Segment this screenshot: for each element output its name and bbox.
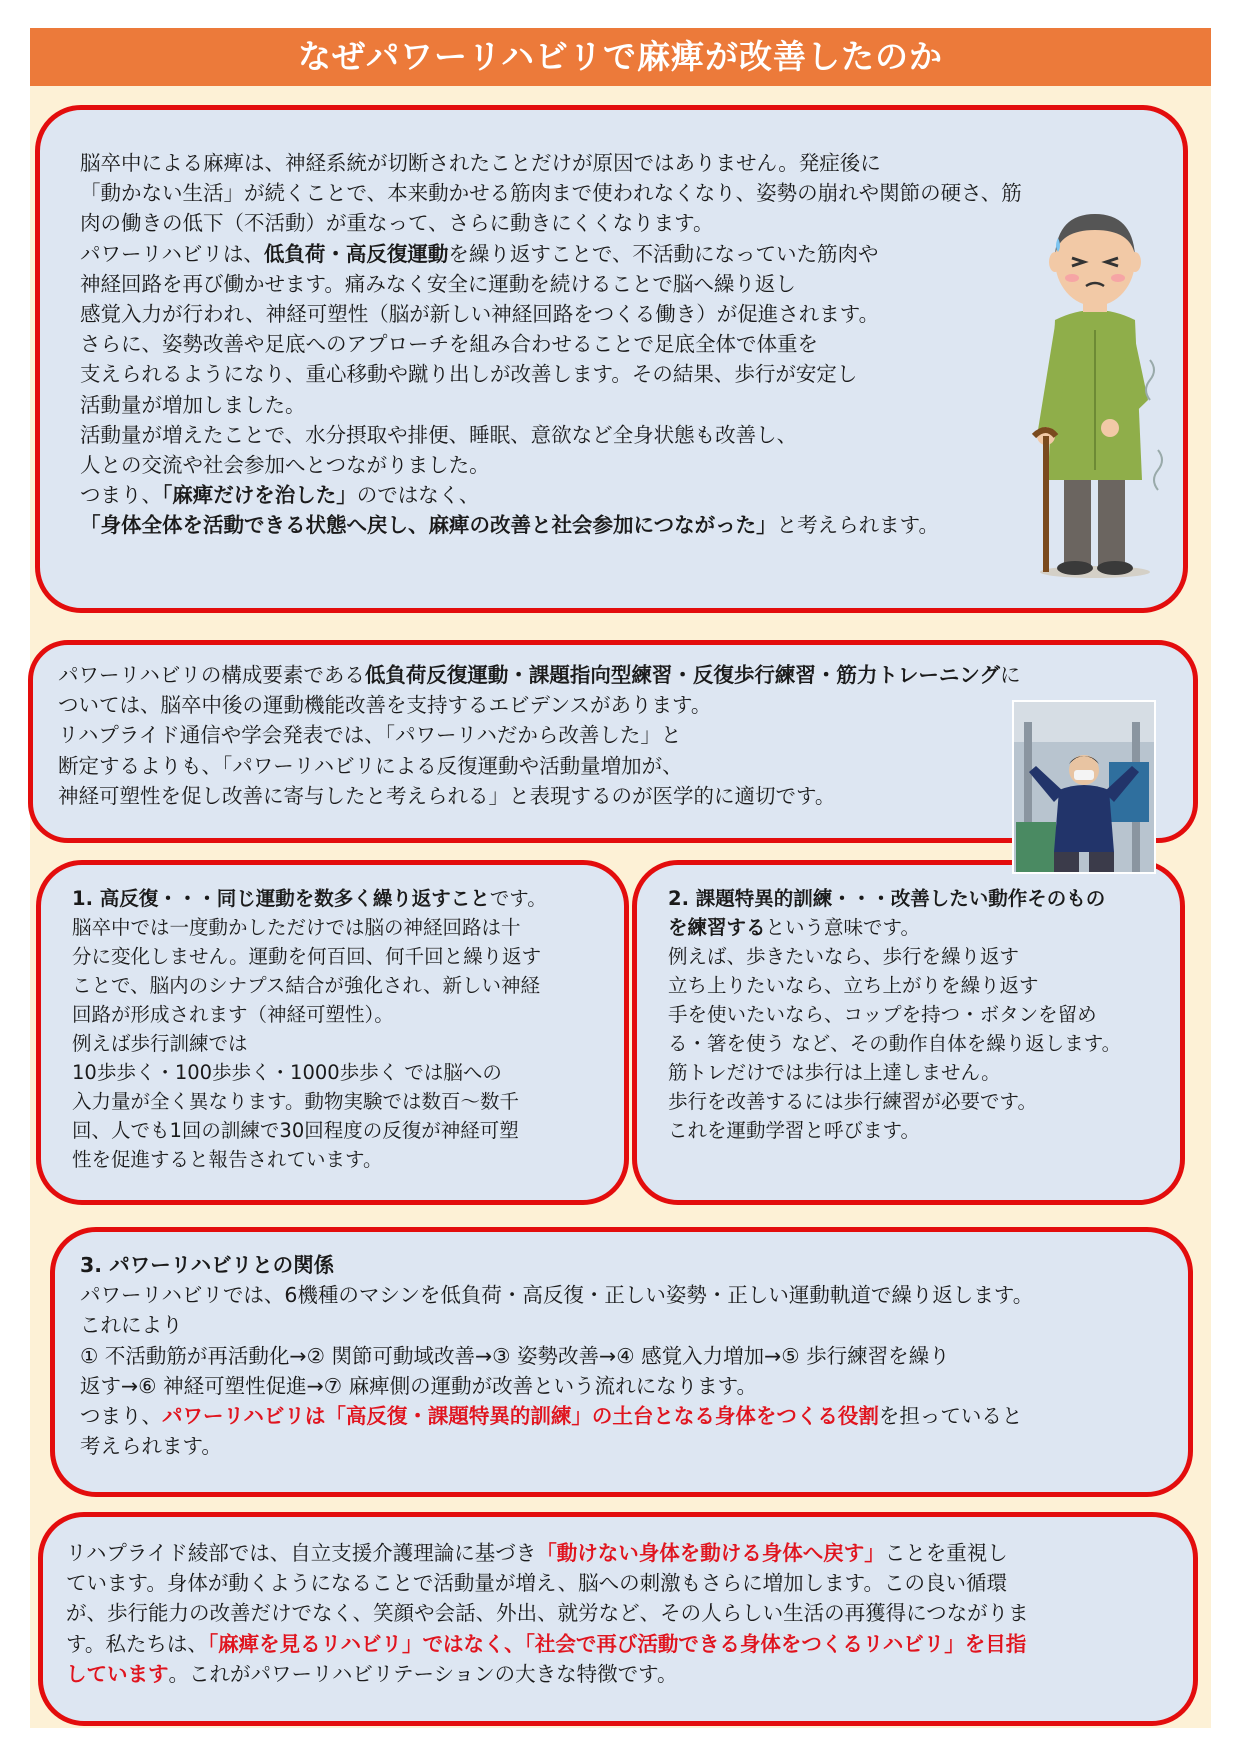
text-line <box>80 299 1022 329</box>
text-line <box>80 450 1022 480</box>
text-line <box>58 720 1020 750</box>
body-text: これにより <box>80 1313 183 1338</box>
text-line <box>66 1568 1029 1598</box>
task-specific-text <box>668 884 1121 1145</box>
emphasis-text: 「動けない身体を動ける身体へ戻す」 <box>536 1541 885 1565</box>
body-text: に <box>999 663 1021 687</box>
body-text: る・箸を使う など、その動作自体を繰り返します。 <box>668 1032 1122 1055</box>
text-line <box>66 1629 1029 1659</box>
body-text: 筋トレだけでは歩行は上達しません。 <box>668 1061 1001 1084</box>
body-text: ことを重視し <box>884 1541 1008 1565</box>
text-line <box>80 1371 1033 1401</box>
text-line <box>72 1116 547 1145</box>
text-line <box>80 1401 1033 1431</box>
body-text: のではなく、 <box>356 483 480 508</box>
emphasis-text: 「身体全体を活動できる状態へ戻し、麻痺の改善と社会参加につながった」 <box>80 513 777 538</box>
body-text: 例えば歩行訓練では <box>72 1032 248 1055</box>
text-line <box>80 420 1022 450</box>
text-line <box>58 660 1020 690</box>
text-line <box>80 1341 1033 1371</box>
body-text: 返す→⑥ 神経可塑性促進→⑦ 麻痺側の運動が改善という流れになります。 <box>80 1373 758 1398</box>
body-text: 感覚入力が行われ、神経可塑性（脳が新しい神経回路をつくる働き）が促進されます。 <box>80 302 880 327</box>
text-line <box>80 1250 1033 1280</box>
body-text: 「動かない生活」が続くことで、本来動かせる筋肉まで使われなくなり、姿勢の崩れや関節の硬さ、筋 <box>80 181 1022 206</box>
text-line <box>80 390 1022 420</box>
page-title: なぜパワーリハビリで麻痺が改善したのか <box>30 28 1211 86</box>
text-line <box>668 942 1121 971</box>
text-line <box>80 269 1022 299</box>
text-line <box>668 913 1121 942</box>
body-text: す。私たちは、 <box>66 1631 208 1656</box>
text-line <box>72 884 547 913</box>
text-line <box>80 1431 1033 1461</box>
text-line <box>66 1659 1029 1689</box>
elderly-man-with-cane-illustration <box>1020 200 1170 580</box>
body-text: リハプライド通信や学会発表では、「パワーリハだから改善した」と <box>58 723 682 748</box>
body-text: 脳卒中では一度動かしただけでは脳の神経回路は十 <box>72 916 521 939</box>
body-text: ① 不活動筋が再活動化→② 関節可動域改善→③ 姿勢改善→④ 感覚入力増加→⑤ 歩行練習を繰り <box>80 1343 950 1368</box>
body-text: という意味です。 <box>765 916 920 939</box>
text-line <box>66 1538 1029 1568</box>
body-text: を担っていると <box>878 1404 1023 1429</box>
text-line <box>668 1000 1121 1029</box>
text-line <box>668 884 1121 913</box>
emphasis-text: 「麻痺を見るリハビリ」ではなく、「社会で再び活動できる身体をつくるリハビリ」を目指 <box>207 1631 1027 1656</box>
body-text: ついては、脳卒中後の運動機能改善を支持するエビデンスがあります。 <box>58 693 712 718</box>
text-line <box>72 1087 547 1116</box>
text-line <box>66 1598 1029 1628</box>
body-text: ことで、脳内のシナプス結合が強化され、新しい神経 <box>72 974 541 997</box>
text-line <box>58 690 1020 720</box>
body-text: さらに、姿勢改善や足底へのアプローチを組み合わせることで足底全体で体重を <box>80 332 818 357</box>
evidence-text <box>58 660 1020 811</box>
body-text: 神経回路を再び働かせます。痛みなく安全に運動を続けることで脳へ繰り返し <box>80 271 796 296</box>
emphasis-text: しています <box>66 1661 169 1686</box>
body-text: 考えられます。 <box>80 1434 222 1459</box>
body-text: です。 <box>489 887 547 910</box>
text-line <box>668 1029 1121 1058</box>
body-text: を繰り返すことで、不活動になっていた筋肉や <box>448 241 879 266</box>
text-line <box>668 971 1121 1000</box>
emphasis-text: 1. 高反復・・・同じ運動を数多く繰り返すこと <box>72 887 490 910</box>
body-text: 人との交流や社会参加へとつながりました。 <box>80 453 490 478</box>
text-line <box>80 480 1022 510</box>
emphasis-text: パワーリハビリは「高反復・課題特異的訓練」の土台となる身体をつくる役割 <box>162 1404 879 1429</box>
text-line <box>668 1058 1121 1087</box>
high-repetition-text <box>72 884 547 1174</box>
body-text: パワーリハビリの構成要素である <box>58 663 365 687</box>
body-text: つまり、 <box>80 1404 162 1429</box>
body-text: 例えば、歩きたいなら、歩行を繰り返す <box>668 945 1020 968</box>
body-text: が、歩行能力の改善だけでなく、笑顔や会話、外出、就労など、その人らしい生活の再獲得につながりま <box>66 1601 1029 1626</box>
text-line <box>72 942 547 971</box>
text-line <box>80 148 1022 178</box>
body-text: 回、人でも1回の訓練で30回程度の反復が神経可塑 <box>72 1119 519 1142</box>
text-line <box>80 510 1022 540</box>
emphasis-text: 低負荷反復運動・課題指向型練習・反復歩行練習・筋力トレーニング <box>364 663 1000 687</box>
body-text: 脳卒中による麻痺は、神経系統が切断されたことだけが原因ではありません。発症後に <box>80 151 881 175</box>
body-text: 支えられるようになり、重心移動や蹴り出しが改善します。その結果、歩行が安定し <box>80 362 858 387</box>
body-text: リハプライド綾部では、自立支援介護理論に基づき <box>66 1541 537 1565</box>
text-line <box>80 1280 1033 1310</box>
body-text: 断定するよりも、「パワーリハビリによる反復運動や活動量増加が、 <box>58 753 683 778</box>
text-line <box>58 781 1020 811</box>
text-line <box>80 1310 1033 1340</box>
body-text: 。これがパワーリハビリテーションの大きな特徴です。 <box>168 1661 678 1686</box>
body-text: 活動量が増えたことで、水分摂取や排便、睡眠、意欲など全身状態も改善し、 <box>80 422 798 447</box>
text-line <box>72 913 547 942</box>
emphasis-text: 2. 課題特異的訓練・・・改善したい動作そのもの <box>668 887 1106 910</box>
relation-text <box>80 1250 1033 1461</box>
text-line <box>80 178 1022 208</box>
text-line <box>80 208 1022 238</box>
text-line <box>80 239 1022 269</box>
body-text: 神経可塑性を促し改善に寄与したと考えられる」と表現するのが医学的に適切です。 <box>58 783 836 808</box>
body-text: パワーリハビリは、 <box>80 241 264 266</box>
body-text: 入力量が全く異なります。動物実験では数百～数千 <box>72 1090 519 1113</box>
emphasis-text: 低負荷・高反復運動 <box>263 241 449 266</box>
body-text: 分に変化しません。運動を何百回、何千回と繰り返す <box>72 945 542 968</box>
body-text: つまり、 <box>80 483 162 508</box>
text-line <box>72 1145 547 1174</box>
body-text: 歩行を改善するには歩行練習が必要です。 <box>668 1090 1037 1113</box>
text-line <box>668 1087 1121 1116</box>
text-line <box>72 1000 547 1029</box>
text-line <box>72 1029 547 1058</box>
body-text: 性を促進すると報告されています。 <box>72 1148 383 1171</box>
text-line <box>58 751 1020 781</box>
text-line <box>668 1116 1121 1145</box>
text-line <box>72 971 547 1000</box>
man-on-training-machine-photo <box>1012 700 1156 874</box>
body-text: と考えられます。 <box>776 513 939 538</box>
body-text: これを運動学習と呼びます。 <box>668 1119 920 1142</box>
body-text: 立ち上りたいなら、立ち上がりを繰り返す <box>668 974 1039 997</box>
emphasis-text: 3. パワーリハビリとの関係 <box>80 1253 335 1277</box>
text-line <box>72 1058 547 1087</box>
body-text: 10歩歩く・100歩歩く・1000歩歩く では脳への <box>72 1061 502 1084</box>
body-text: 回路が形成されます（神経可塑性）。 <box>72 1003 394 1026</box>
summary-text <box>66 1538 1029 1689</box>
emphasis-text: 「麻痺だけを治した」 <box>162 483 357 508</box>
emphasis-text: を練習する <box>668 916 766 939</box>
text-line <box>80 359 1022 389</box>
body-text: 手を使いたいなら、コップを持つ・ボタンを留め <box>668 1003 1097 1026</box>
body-text: ています。身体が動くようになることで活動量が増え、脳への刺激もさらに増加します。この良い循環 <box>66 1571 1007 1596</box>
text-line <box>80 329 1022 359</box>
body-text: 活動量が増加しました。 <box>80 392 306 417</box>
body-text: 肉の働きの低下（不活動）が重なって、さらに動きにくくなります。 <box>80 211 714 236</box>
explanation-text <box>80 148 1022 541</box>
body-text: パワーリハビリでは、6機種のマシンを低負荷・高反復・正しい姿勢・正しい運動軌道で繰り返します。 <box>80 1283 1034 1308</box>
